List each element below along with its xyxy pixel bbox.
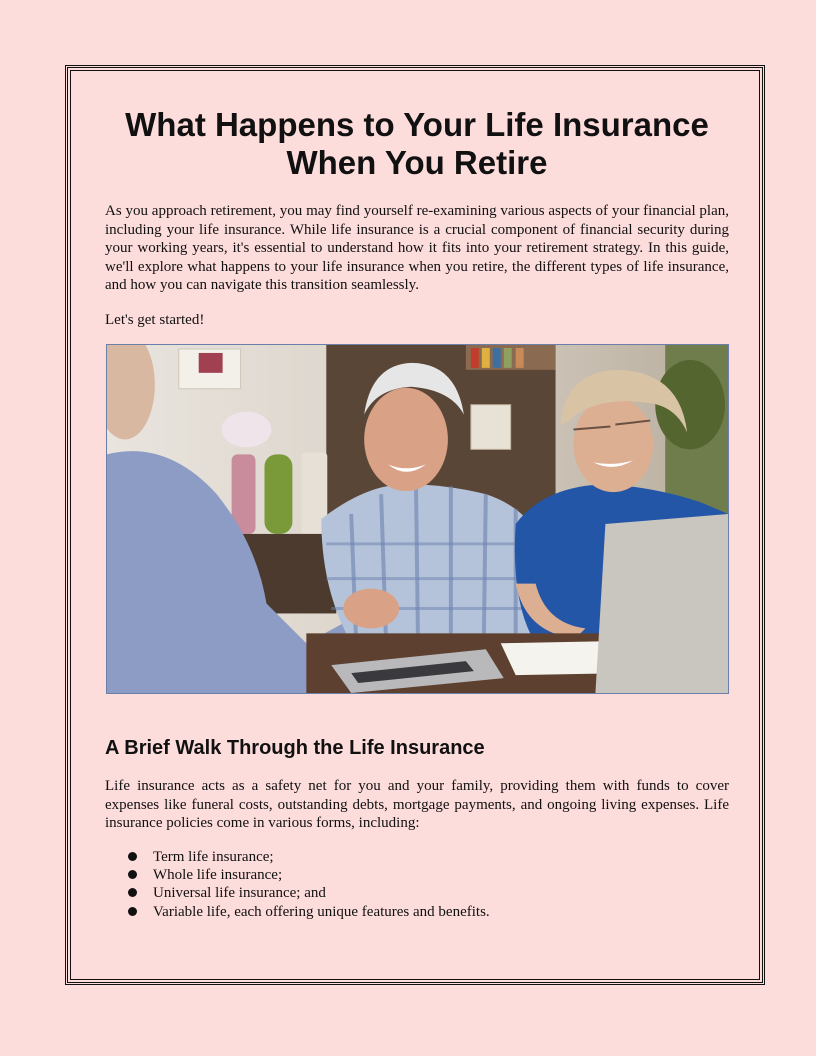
list-item-text: Variable life, each offering unique features and benefits. [153, 903, 490, 920]
list-item-text: Term life insurance; [153, 849, 274, 865]
bullet-icon [128, 870, 137, 879]
document-title: What Happens to Your Life Insurance When You Retire [125, 106, 709, 181]
bullet-icon [128, 888, 137, 897]
section-paragraph: Life insurance acts as a safety net for you and your family, providing them with funds to cover expenses like funeral costs, outstanding debts, mortgage payments, and ongoing living expenses. Life insurance policies come in various forms, including: [105, 778, 729, 832]
list-item [128, 866, 490, 884]
list-item [128, 848, 490, 866]
bullet-icon [128, 852, 137, 861]
list-item [128, 903, 490, 921]
insurance-types-list [128, 848, 490, 921]
lets-get-started-text: Let's get started! [105, 312, 205, 328]
list-item [128, 884, 490, 902]
intro-paragraph: As you approach retirement, you may find yourself re-examining various aspects of your financial plan, including your life insurance. While life insurance is a crucial component of financial security during your working years, it's essential to understand how it fits into your retirement strategy. In this guide, we'll explore what happens to your life insurance when you retire, the different types of life insurance, and how you can navigate this transition seamlessly. [105, 203, 729, 294]
retired-couple-handshake-photo [106, 344, 729, 694]
list-item-text: Whole life insurance; [153, 867, 283, 884]
bullet-icon [128, 907, 137, 916]
photo-illustration [107, 345, 728, 693]
list-item-text: Universal life insurance; and [153, 885, 326, 902]
section-heading: A Brief Walk Through the Life Insurance [105, 737, 485, 759]
